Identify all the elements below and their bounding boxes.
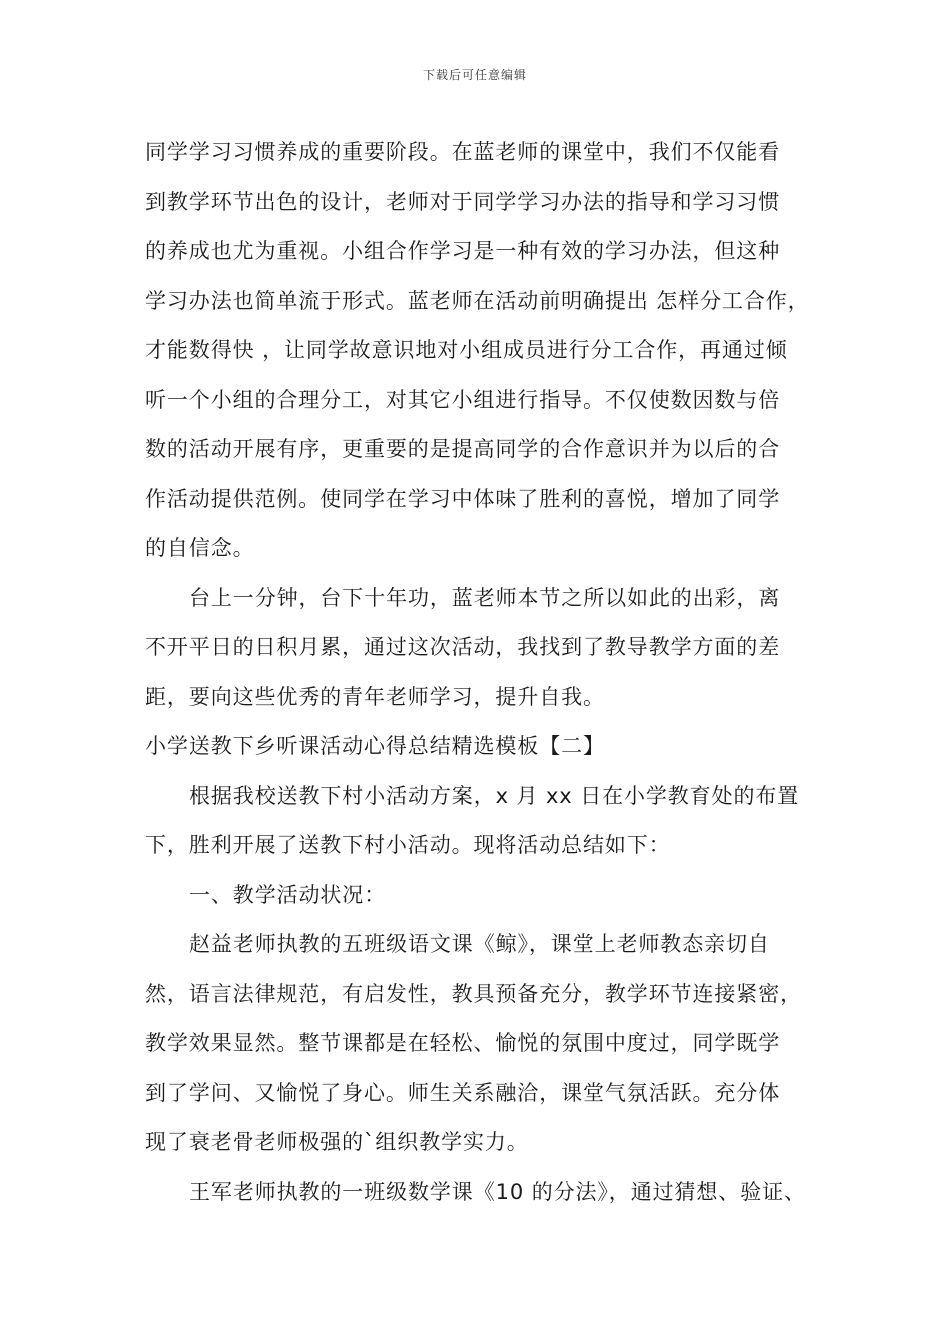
text-line: 台上一分钟，台下十年功，蓝老师本节之所以如此的出彩，离 bbox=[189, 585, 781, 610]
text-line: 现了衰老骨老师极强的`组织教学实力。 bbox=[145, 1130, 529, 1154]
text-line: 到了学问、又愉悦了身心。师生关系融洽，课堂气氛活跃。充分体 bbox=[145, 1080, 781, 1105]
text-line: 不开平日的日积月累，通过这次活动，我找到了教导教学方面的差 bbox=[145, 635, 781, 659]
text-line: 作活动提供范例。使同学在学习中体味了胜利的喜悦，增加了同学 bbox=[145, 486, 781, 511]
text-line: 听一个小组的合理分工，对其它小组进行指导。不仅使数因数与倍 bbox=[145, 387, 781, 412]
page-header: 下载后可任意编辑 bbox=[422, 68, 527, 82]
section-heading: 小学送教下乡听课活动心得总结精选模板【二】 bbox=[145, 734, 605, 758]
text-line: 然，语言法律规范，有启发性，教具预备充分，教学环节连接紧密， bbox=[145, 981, 802, 1006]
document-body bbox=[145, 128, 835, 1217]
text-line: 学习办法也简单流于形式。蓝老师在活动前明确提出 怎样分工合作， bbox=[145, 288, 810, 313]
text-line: 同学学习习惯养成的重要阶段。在蓝老师的课堂中，我们不仅能看 bbox=[145, 140, 781, 164]
text-line: 数的活动开展有序，更重要的是提高同学的合作意识并为以后的合 bbox=[145, 437, 781, 461]
text-line: 的养成也尤为重视。小组合作学习是一种有效的学习办法，但这种 bbox=[145, 239, 781, 263]
text-line: 赵益老师执教的五班级语文课《鲸》，课堂上老师教态亲切自 bbox=[189, 932, 770, 956]
subsection-heading: 一、教学活动状况： bbox=[189, 882, 387, 907]
text-line: 教学效果显然。整节课都是在轻松、愉悦的氛围中度过，同学既学 bbox=[145, 1031, 781, 1055]
text-line: 的自信念。 bbox=[145, 536, 255, 560]
text-line: 下，胜利开展了送教下村小活动。现将活动总结如下： bbox=[145, 833, 671, 857]
text-line: 才能数得快 ，让同学故意识地对小组成员进行分工合作，再通过倾 bbox=[145, 338, 788, 362]
text-line: 到教学环节出色的设计，老师对于同学学习办法的指导和学习习惯 bbox=[145, 189, 781, 214]
text-line: 距，要向这些优秀的青年老师学习，提升自我。 bbox=[145, 684, 605, 709]
text-line: 根据我校送教下村小活动方案，x 月 xx 日在小学教育处的布置 bbox=[189, 783, 800, 808]
text-line: 王军老师执教的一班级数学课《10 的分法》，通过猜想、验证、 bbox=[189, 1179, 806, 1204]
